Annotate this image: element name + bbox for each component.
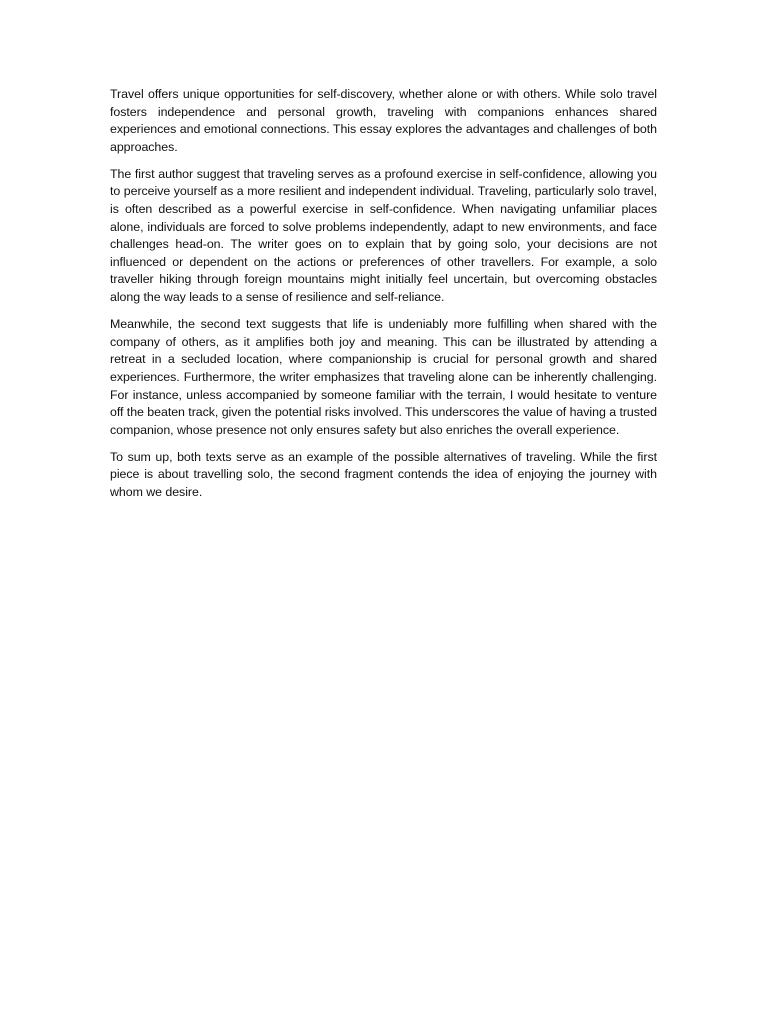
paragraph-first-text: The first author suggest that traveling serves as a profound exercise in self-confidence, allowing you to perceive yourself as a more resilient and independent individual. Traveling, particularly solo travel, is often described as a powerful exercise in self-confidence. When navigating unfamiliar places alone, individuals are forced to solve problems independently, adapt to new environments, and face challenges head-on. The writer goes on to explain that by going solo, your decisions are not influenced or dependent on the actions or preferences of other travellers. For example, a solo traveller hiking through foreign mountains might initially feel uncertain, but overcoming obstacles along the way leads to a sense of resilience and self-reliance.	[110, 166, 657, 305]
paragraph-conclusion: To sum up, both texts serve as an example of the possible alternatives of traveling. While the first piece is about travelling solo, the second fragment contends the idea of enjoying the journey with whom we desire.	[110, 449, 657, 499]
paragraph-second-text: Meanwhile, the second text suggests that life is undeniably more fulfilling when shared with the company of others, as it amplifies both joy and meaning. This can be illustrated by attending a retreat in a secluded location, where companionship is crucial for personal growth and shared experiences. Furthermore, the writer emphasizes that traveling alone can be inherently challenging. For instance, unless accompanied by someone familiar with the terrain, I would hesitate to venture off the beaten track, given the potential risks involved. This underscores the value of having a trusted companion, whose presence not only ensures safety but also enriches the overall experience.	[110, 317, 657, 437]
paragraph-intro: Travel offers unique opportunities for self-discovery, whether alone or with others. While solo travel fosters independence and personal growth, traveling with companions enhances shared experiences and emotional connections. This essay explores the advantages and challenges of both approaches.	[110, 87, 657, 154]
document-body	[110, 86, 657, 511]
